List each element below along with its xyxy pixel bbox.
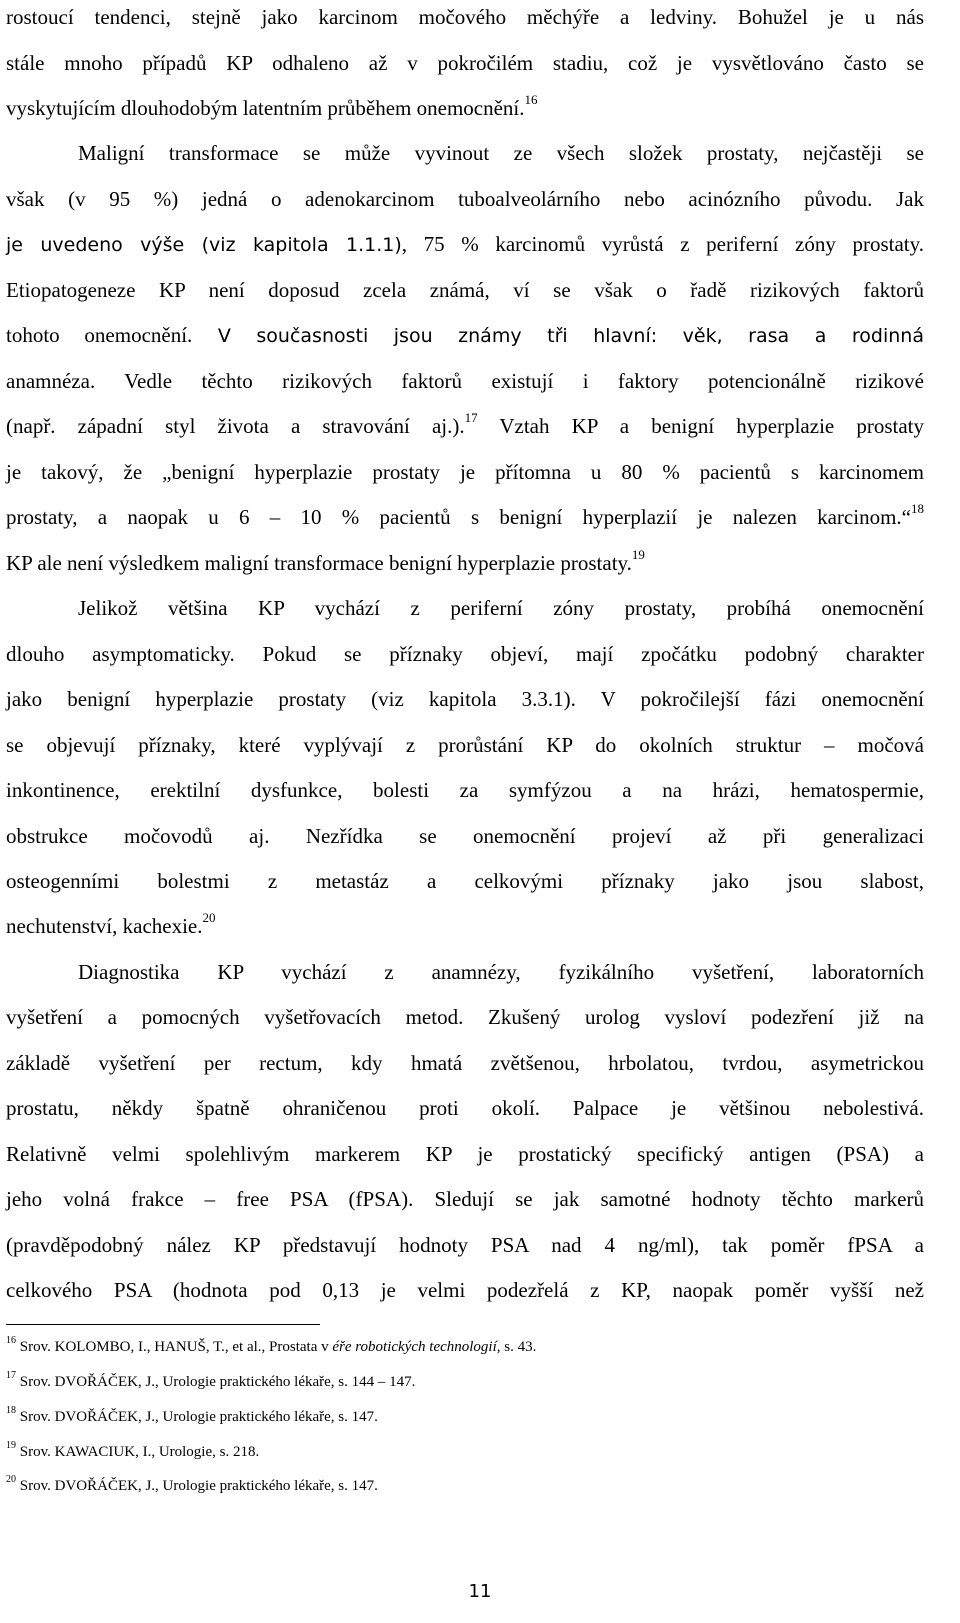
footnote-number: 18 bbox=[6, 1405, 16, 1416]
footnote-ref: 18 bbox=[911, 501, 924, 516]
body-line: anamnéza. Vedle těchto rizikových faktorů existují i faktory potencionálně rizikové bbox=[6, 369, 924, 393]
footnote-ref: 20 bbox=[202, 910, 216, 925]
body-line: osteogenními bolestmi z metastáz a celkovými příznaky jako jsou slabost, bbox=[6, 869, 924, 893]
footnote-number: 16 bbox=[6, 1335, 16, 1346]
body-line: obstrukce močovodů aj. Nezřídka se onemocnění projeví až při generalizaci bbox=[6, 824, 924, 848]
footnote-ref: 16 bbox=[524, 92, 538, 107]
footnote-number: 20 bbox=[6, 1474, 16, 1485]
body-line: dlouho asymptomaticky. Pokud se příznaky objeví, mají zpočátku podobný charakter bbox=[6, 642, 924, 666]
body-line: Maligní transformace se může vyvinout ze všech složek prostaty, nejčastěji se bbox=[78, 141, 924, 165]
body-line: je uvedeno výše (viz kapitola 1.1.1), 75 % karcinomů vyrůstá z periferní zóny prostaty. bbox=[6, 232, 925, 256]
body-line: prostaty, a naopak u 6 – 10 % pacientů s benigní hyperplazií je nalezen karcinom.“$^{18}$ bbox=[6, 501, 924, 529]
body-line: stále mnoho případů KP odhaleno až v pokročilém stadiu, což je vysvětlováno často se bbox=[6, 51, 924, 75]
body-line: (např. západní styl života a stravování aj.).$^{17}$ Vztah KP a benigní hyperplazie prostaty bbox=[6, 410, 924, 438]
body-line: vyskytujícím dlouhodobým latentním průběhem onemocnění.$^{16}$ bbox=[6, 92, 538, 120]
footnote-separator bbox=[6, 1324, 320, 1325]
body-line: nechutenství, kachexie.$^{20}$ bbox=[6, 910, 216, 938]
body-line: KP ale není výsledkem maligní transformace benigní hyperplazie prostaty.$^{19}$ bbox=[6, 547, 645, 575]
page-number: 11 bbox=[468, 1581, 492, 1602]
footnote-ref: 17 bbox=[464, 410, 478, 425]
body-line: je takový, že „benigní hyperplazie prostaty je přítomna u 80 % pacientů s karcinomem bbox=[6, 460, 924, 484]
footnote-number: 19 bbox=[6, 1440, 16, 1451]
body-line: Jelikož většina KP vychází z periferní zóny prostaty, probíhá onemocnění bbox=[78, 596, 924, 620]
body-line: (pravděpodobný nález KP představují hodnoty PSA nad 4 ng/ml), tak poměr fPSA a bbox=[6, 1233, 924, 1257]
footnote-number: 17 bbox=[6, 1370, 16, 1381]
body-line: prostatu, někdy špatně ohraničenou proti okolí. Palpace je většinou nebolestivá. bbox=[6, 1096, 924, 1120]
body-line: se objevují příznaky, které vyplývají z prorůstání KP do okolních struktur – močová bbox=[6, 733, 924, 757]
body-line: jeho volná frakce – free PSA (fPSA). Sledují se jak samotné hodnoty těchto markerů bbox=[6, 1187, 924, 1211]
body-line: tohoto onemocnění. V současnosti jsou známy tři hlavní: věk, rasa a rodinná bbox=[6, 323, 924, 347]
body-line: rostoucí tendenci, stejně jako karcinom močového měchýře a ledviny. Bohužel je u nás bbox=[6, 5, 924, 29]
body-line: inkontinence, erektilní dysfunkce, bolesti za symfýzou a na hrázi, hematospermie, bbox=[6, 778, 924, 802]
body-line: základě vyšetření per rectum, kdy hmatá zvětšenou, hrbolatou, tvrdou, asymetrickou bbox=[6, 1051, 924, 1075]
body-line: však (v 95 %) jedná o adenokarcinom tuboalveolárního nebo acinózního původu. Jak bbox=[6, 187, 924, 211]
footnote: $^{17}$ Srov. DVOŘÁČEK, J., Urologie praktického lékaře, s. 144 – 147. bbox=[6, 1370, 416, 1390]
body-line: vyšetření a pomocných vyšetřovacích metod. Zkušený urolog vysloví podezření již na bbox=[6, 1005, 924, 1029]
footnote: $^{19}$ Srov. KAWACIUK, I., Urologie, s. 218. bbox=[6, 1440, 260, 1460]
footnote-ref: 19 bbox=[631, 547, 645, 562]
body-line: celkového PSA (hodnota pod 0,13 je velmi podezřelá z KP, naopak poměr vyšší než bbox=[6, 1278, 924, 1302]
body-line: Etiopatogeneze KP není doposud zcela známá, ví se však o řadě rizikových faktorů bbox=[6, 278, 924, 302]
body-line: jako benigní hyperplazie prostaty (viz kapitola 3.3.1). V pokročilejší fázi onemocnění bbox=[6, 687, 924, 711]
body-line: Relativně velmi spolehlivým markerem KP je prostatický specifický antigen (PSA) a bbox=[6, 1142, 924, 1166]
footnote: $^{20}$ Srov. DVOŘÁČEK, J., Urologie praktického lékaře, s. 147. bbox=[6, 1474, 378, 1494]
footnote: $^{18}$ Srov. DVOŘÁČEK, J., Urologie praktického lékaře, s. 147. bbox=[6, 1405, 378, 1425]
footnote: $^{16}$ Srov. KOLOMBO, I., HANUŠ, T., et al., Prostata v éře robotických technologií, s. 43. bbox=[6, 1335, 537, 1355]
body-line: Diagnostika KP vychází z anamnézy, fyzikálního vyšetření, laboratorních bbox=[78, 960, 924, 984]
